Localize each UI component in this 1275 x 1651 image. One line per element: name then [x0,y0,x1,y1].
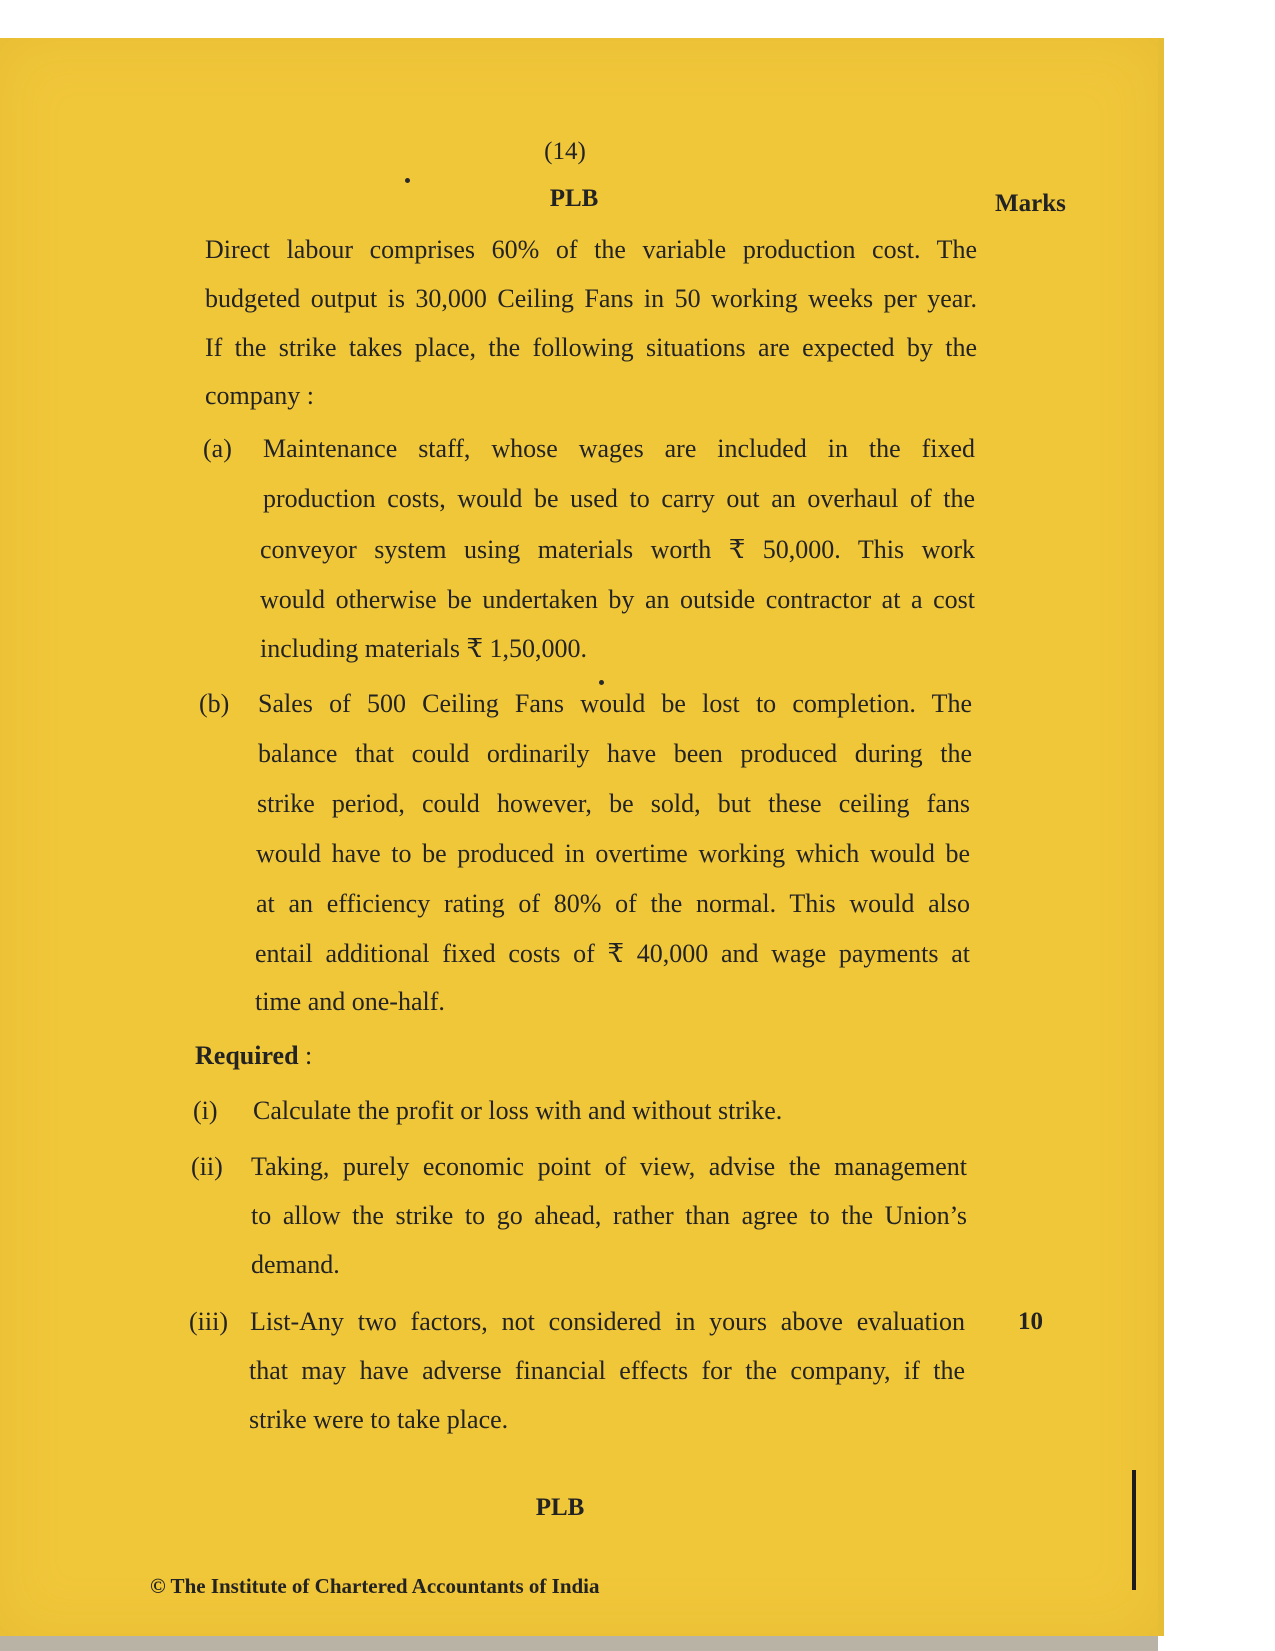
marks-value: 10 [1018,1308,1043,1335]
required-heading: Required : [195,1041,313,1070]
paper-code-footer: PLB [535,1494,585,1521]
marks-column-header: Marks [995,190,1066,217]
situation-b-line: would have to be produced in overtime working which would be [256,839,970,868]
scan-bottom-strip [0,1636,1158,1651]
situation-b-line: entail additional fixed costs of ₹ 40,000 and wage payments at [255,939,970,968]
situation-b-line: strike period, could however, be sold, but these ceiling fans [257,789,970,818]
situation-a-line: Maintenance staff, whose wages are included in the fixed [263,434,975,463]
situation-b-line: balance that could ordinarily have been produced during the [258,739,972,768]
scan-speck [599,680,604,685]
exam-page [0,38,1158,1636]
situation-a-line: production costs, would be used to carry out an overhaul of the [263,484,975,513]
intro-line: company : [205,381,315,410]
situation-a-line: would otherwise be undertaken by an outside contractor at a cost [260,585,975,614]
question-ii-line: to allow the strike to go ahead, rather than agree to the Union’s [251,1201,967,1230]
question-label-iii: (iii) [189,1307,228,1336]
scan-speck [405,178,410,183]
page-edge [1158,38,1164,1636]
question-label-ii: (ii) [191,1152,223,1181]
scan-margin-line [1132,1470,1136,1590]
question-iii-line: that may have adverse financial effects for the company, if the [249,1356,965,1385]
situation-a-line: including materials ₹ 1,50,000. [260,634,588,663]
situation-label-b: (b) [199,689,230,718]
question-ii-line: Taking, purely economic point of view, advise the management [251,1152,967,1181]
paper-code-header: PLB [549,185,599,212]
situation-b-line: Sales of 500 Ceiling Fans would be lost to completion. The [258,689,972,718]
intro-line: If the strike takes place, the following situations are expected by the [205,333,977,362]
intro-line: budgeted output is 30,000 Ceiling Fans in 50 working weeks per year. [205,284,977,313]
question-ii-line: demand. [251,1250,340,1279]
copyright-notice: © The Institute of Chartered Accountants of India [150,1574,600,1598]
situation-b-line: time and one-half. [255,987,445,1016]
question-label-i: (i) [193,1096,218,1125]
question-i-line: Calculate the profit or loss with and without strike. [253,1096,783,1125]
situation-b-line: at an efficiency rating of 80% of the normal. This would also [256,889,970,918]
page-number: (14) [544,138,586,165]
situation-label-a: (a) [203,434,232,463]
intro-line: Direct labour comprises 60% of the variable production cost. The [205,235,977,264]
question-iii-line: List-Any two factors, not considered in yours above evaluation [250,1307,965,1336]
situation-a-line: conveyor system using materials worth ₹ 50,000. This work [260,535,975,564]
question-iii-line: strike were to take place. [249,1405,509,1434]
